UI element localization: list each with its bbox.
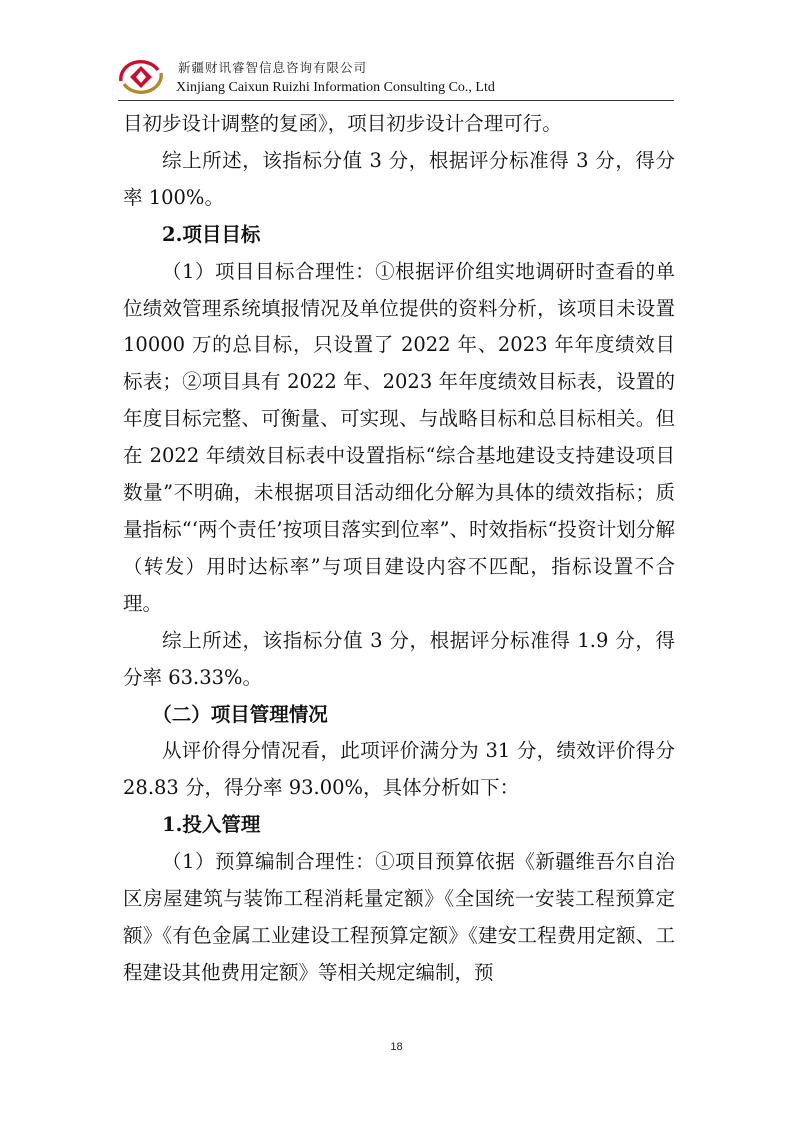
page-header (118, 52, 674, 102)
header-divider (118, 100, 674, 101)
document-body (123, 106, 675, 992)
paragraph: 从评价得分情况看，此项评价满分为 31 分，绩效评价得分 28.83 分，得分率 93.00%，具体分析如下： (123, 739, 675, 800)
paragraph: 综上所述，该指标分值 3 分，根据评分标准得 3 分，得分率 100%。 (123, 148, 675, 209)
section-heading: 2.项目目标 (162, 222, 261, 246)
company-logo-icon (118, 56, 164, 98)
paragraph: 目初步设计调整的复函》，项目初步设计合理可行。 (123, 112, 562, 135)
company-name-en: Xinjiang Caixun Ruizhi Information Consulting Co., Ltd (176, 80, 495, 95)
section-heading: （二）项目管理情况 (152, 702, 328, 726)
paragraph: （1）项目目标合理性：①根据评价组实地调研时查看的单位绩效管理系统填报情况及单位提供的资料分析，该项目未设置 10000 万的总目标，只设置了 2022 年、2023 年年度绩效目标表；②项目具有 2022 年、2023 年年度绩效目标表，设置的年度目标完整、可衡量、可实现、与战略目标和总目标相关。但在 2022 年绩效目标表中设置指标“综合基地建设支持建设项目数量”不明确，未根据项目活动细化分解为具体的绩效指标；质量指标“‘两个责任’按项目落实到位率”、时效指标“投资计划分解（转发）用时达标率”与项目建设内容不匹配，指标设置不合理。 (123, 259, 675, 615)
company-name-cn: 新疆财讯睿智信息咨询有限公司 (178, 60, 368, 75)
page-number: 18 (390, 1041, 403, 1053)
paragraph: 综上所述，该指标分值 3 分，根据评分标准得 1.9 分，得分率 63.33%。 (123, 628, 675, 689)
paragraph: （1）预算编制合理性：①项目预算依据《新疆维吾尔自治区房屋建筑与装饰工程消耗量定额》《全国统一安装工程预算定额》《有色金属工业建设工程预算定额》《建安工程费用定额、工程建设其他费用定额》等相关规定编制，预 (123, 850, 675, 984)
section-heading: 1.投入管理 (162, 813, 261, 837)
